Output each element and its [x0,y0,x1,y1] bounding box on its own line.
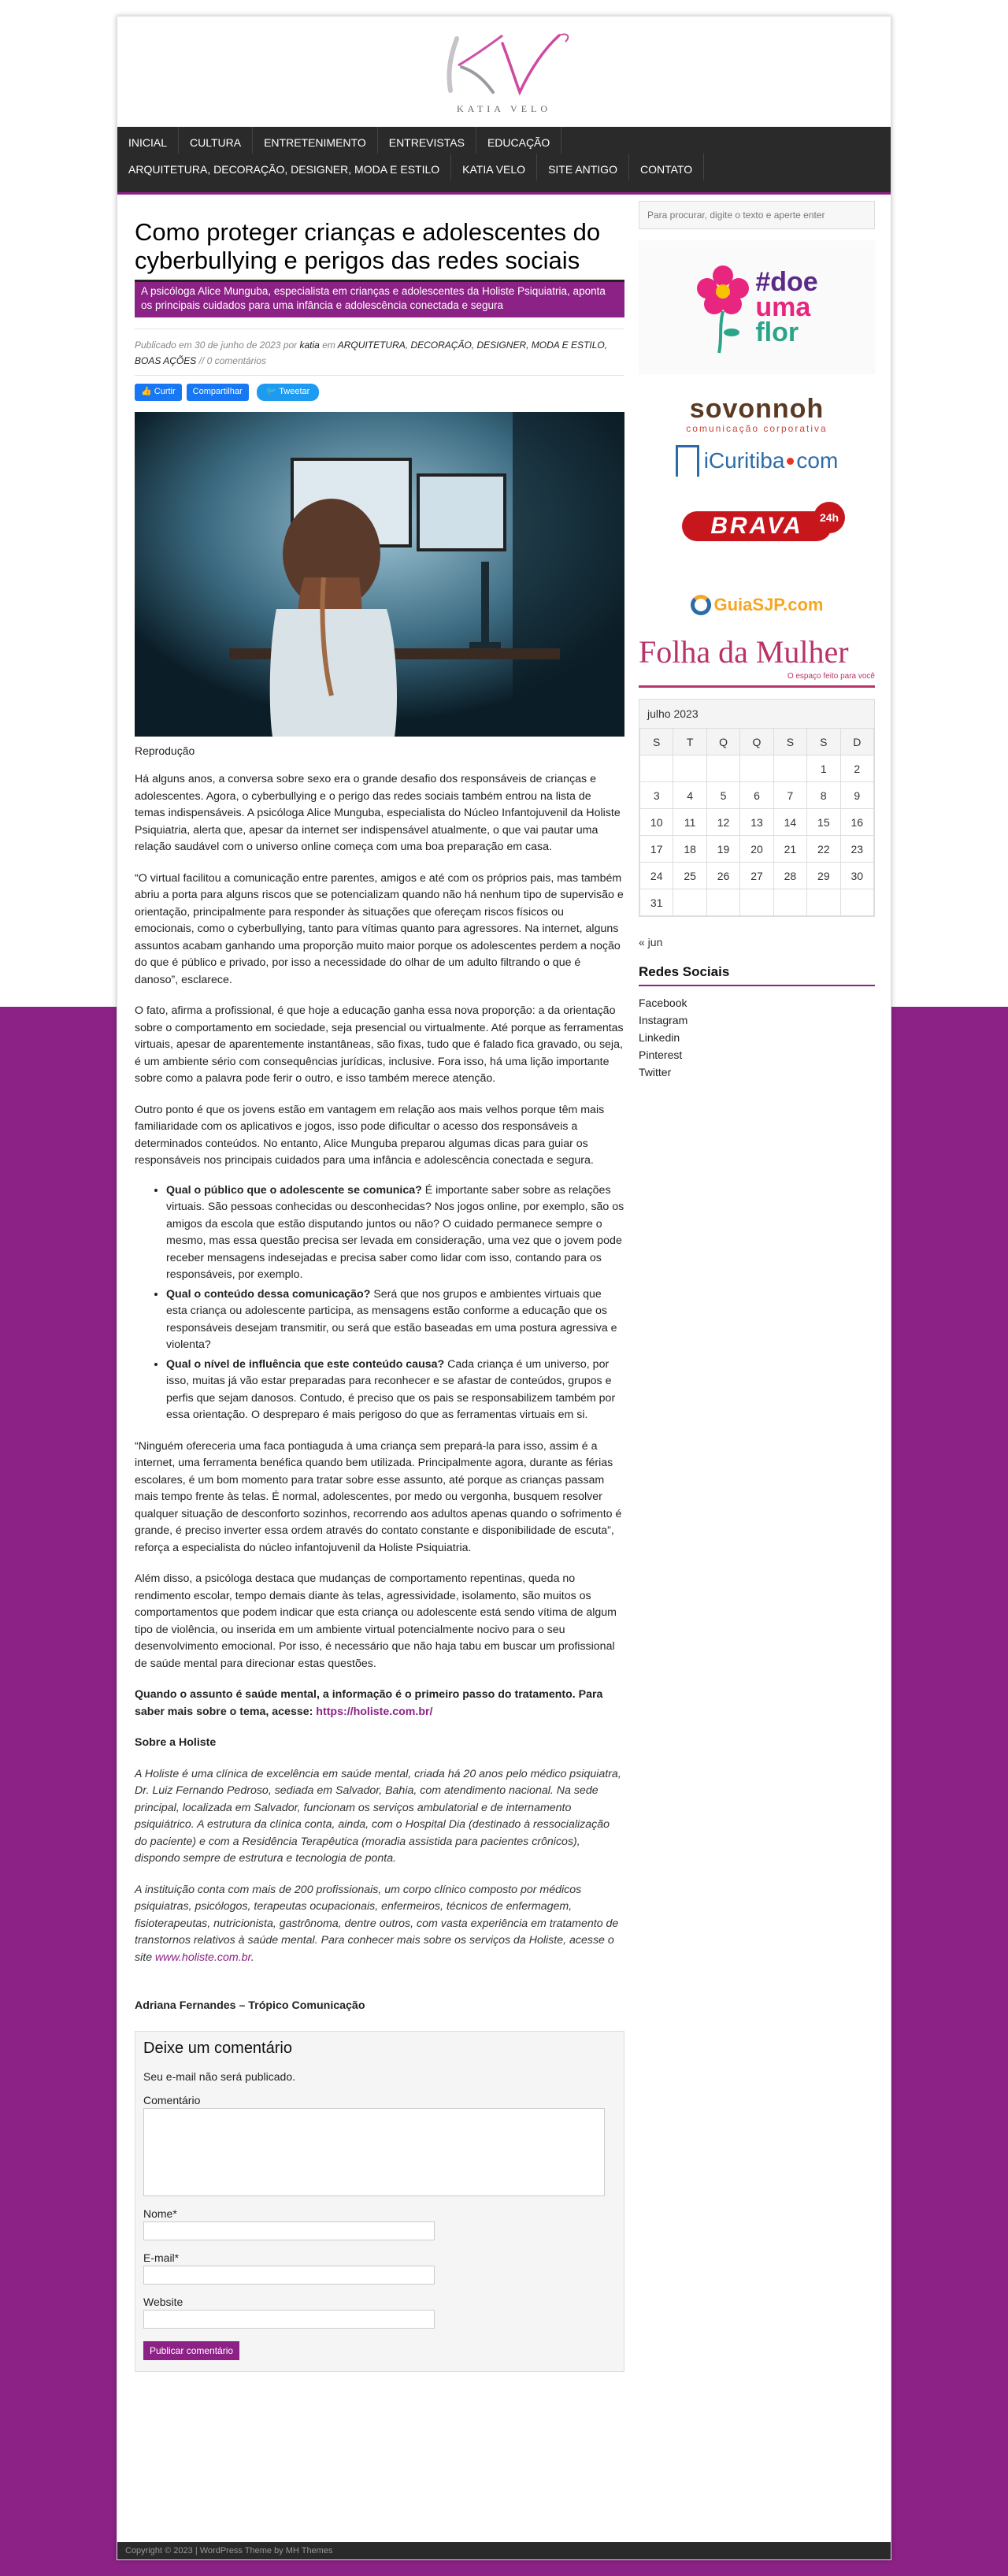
comment-textarea[interactable] [143,2108,605,2196]
submit-comment-button[interactable]: Publicar comentário [143,2341,239,2360]
calendar-day-header: T [673,729,706,755]
comment-form [135,2031,624,2372]
dot-icon [787,458,794,465]
calendar-week [640,836,874,863]
cta-text: Quando o assunto é saúde mental, a informação é o primeiro passo do tratamento. Para saber mais sobre o tema, acesse: [135,1688,603,1718]
calendar-day: 7 [773,782,806,809]
calendar-day: 5 [706,782,739,809]
paragraph: O fato, afirma a profissional, é que hoje a educação ganha essa nova proporção: a da orientação sobre o comportamento em sociedade, seja presencial ou virtualmente. Até porque as ferramentas virtuais, apesar de aparentemente instantâneas, são fixas, tudo que é falado fica gravado, ou seja, é um ambiente sério com consequências jurídicas, inclusive. Fora isso, há uma lição importante sobre como a palavra pode ferir o outro, e isso também merece atenção. [135,1004,624,1085]
guiasjp-logo: GuiaSJP.com [713,595,824,614]
holiste-site-link[interactable]: www.holiste.com.br [155,1951,251,1964]
list-item [166,1182,624,1284]
site-logo[interactable] [117,17,891,127]
about-text: A instituição conta com mais de 200 profissionais, um corpo clínico composto por médicos psiquiatras, psicólogos, terapeutas ocupacionais, enfermeiros, técnicos de enfermagem, fisioterapeutas, nutricionista, gastrônoma, dentre outros, com vasta experiência em tratamento de transtornos relativos à saúde mental. Para conhecer mais sobre os serviços da Holiste, acesse o site [135,1883,619,1964]
calendar-day: 3 [640,782,673,809]
share-buttons [135,384,624,401]
calendar-day: 1 [807,755,840,782]
flower-icon [695,260,750,354]
website-field[interactable] [143,2310,435,2329]
calendar-day: 13 [740,809,773,836]
name-label: Nome* [143,2207,177,2220]
calendar-day: 21 [773,836,806,863]
calendar-day: 8 [807,782,840,809]
calendar-day-header: S [773,729,806,755]
footer: Copyright © 2023 | WordPress Theme by MH Themes [117,2542,891,2559]
calendar-day [740,889,773,916]
tips-list [166,1182,624,1424]
ad-icuritiba[interactable] [639,439,875,483]
calendar-day: 4 [673,782,706,809]
calendar-day: 23 [840,836,873,863]
calendar-day: 29 [807,863,840,889]
calendar-day: 11 [673,809,706,836]
calendar-day [640,755,673,782]
website-label: Website [143,2295,183,2308]
calendar-day: 20 [740,836,773,863]
tip-answer: É importante saber sobre as relações virtuais. São pessoas conhecidas ou desconhecidas? Nos jogos online, por exemplo, são os amigos da escola que estão disputando juntos ou não? O cuidado permanece sempre o mesmo, mas essa questão precisa ser levada em consideração, uma vez que o jovem pode receber mensagens indesejadas e precisa saber como lidar com isso, contando para os responsáveis, por exemplo. [166,1183,624,1281]
article-body [135,771,624,2015]
ad-sovonnoh[interactable] [639,390,875,439]
uma-text: uma [755,292,811,322]
doe-text: #doe [755,267,818,297]
social-link[interactable]: Facebook [639,997,687,1009]
icuritiba-com: com [796,448,839,473]
article [135,218,624,2372]
main-nav [117,127,891,195]
calendar-day: 14 [773,809,806,836]
email-label: E-mail* [143,2251,180,2264]
nav-item[interactable]: ENTRETENIMENTO [253,127,378,154]
tweet-button[interactable] [257,384,320,401]
photo-caption: Reprodução [135,744,195,757]
social-link[interactable]: Pinterest [639,1049,683,1061]
ad-guiasjp[interactable] [639,577,875,633]
calendar-day-header: S [640,729,673,755]
comment-title: Deixe um comentário [143,2039,292,2057]
calendar-day: 25 [673,863,706,889]
calendar-prev-link[interactable]: « jun [639,936,663,948]
ad-doe-uma-flor[interactable] [639,240,875,374]
calendar-day [706,889,739,916]
facebook-like-button[interactable]: 👍 Curtir [135,384,182,401]
calendar-day: 30 [840,863,873,889]
calendar-day-header: D [840,729,873,755]
about-text: A Holiste é uma clínica de excelência em saúde mental, criada há 20 anos pelo médico psiquiatra, Dr. Luiz Fernando Pedroso, sediada em Salvador, Bahia, com atendimento nacional. Na sede principal, localizada em Salvador, funcionam os serviços ambulatorial e de internamento psiquiátrico. A estrutura da clínica conta, ainda, com o Hospital Dia (destinado à ressocialização do paciente) e com a Residência Terapêutica (moradia assistida para pacientes crônicos), dispondo sempre de estrutura e tecnologia de ponta. [135,1767,621,1865]
calendar-title: julho 2023 [647,707,699,720]
ad-brava[interactable] [639,491,875,562]
paragraph: Além disso, a psicóloga destaca que mudanças de comportamento repentinas, queda no rendimento escolar, tempo demais diante às telas, agressividade, isolamento, são muitos os comportamentos que podem indicar que esta criança ou adolescente está sendo vítima de algum tipo de violência, ou inserida em um ambiente virtual potencialmente nocivo para o seu desenvolvimento emocional. Por isso, é necessário que não haja tabu em buscar um profissional de saúde mental para direcionar estas questões. [135,1572,617,1670]
meta-published: Publicado em 30 de junho de 2023 por [135,340,298,351]
article-meta [135,328,624,376]
calendar-day: 31 [640,889,673,916]
brava-logo: BRAVA [682,511,831,541]
tip-question: Qual o conteúdo dessa comunicação? [166,1287,371,1301]
calendar-day: 9 [840,782,873,809]
logo-text: KATIA VELO [456,103,552,114]
calendar-day: 16 [840,809,873,836]
nav-item[interactable]: CULTURA [179,127,253,154]
calendar-day: 26 [706,863,739,889]
calendar-day: 15 [807,809,840,836]
calendar-day [706,755,739,782]
calendar-week [640,755,874,782]
calendar-day: 28 [773,863,806,889]
sovonnoh-subtitle: comunicação corporativa [686,423,828,434]
calendar-day [807,889,840,916]
calendar-day [840,889,873,916]
like-label: Curtir [154,387,176,396]
calendar-day [673,889,706,916]
folha-logo: Folha da Mulher [639,634,849,670]
folha-subtitle: O espaço feito para você [787,672,875,681]
signature: Adriana Fernandes – Trópico Comunicação [135,1999,365,2012]
calendar-day-header: S [807,729,840,755]
calendar-day [673,755,706,782]
calendar-day [773,755,806,782]
nav-item[interactable]: ENTREVISTAS [378,127,476,154]
calendar-day: 27 [740,863,773,889]
paragraph: “Ninguém ofereceria uma faca pontiaguda à uma criança sem prepará-la para isso, assim é a internet, uma ferramenta benéfica quando bem utilizada. Principalmente agora, durante as férias escolares, é um bom momento para tratar sobre esse assunto, até porque as crianças passam mais tempo frente às telas. É normal, adolescentes, por medo ou vergonha, busquem resolver qualquer situação de desconforto sozinhos, recorrendo aos adultos apenas quando o sofrimento é grande, é preciso inverter essa ordem através do contato constante e disponibilidade de escuta”, reforça a especialista do núcleo infantojuvenil da Holiste Psiquiatria. [135,1439,622,1554]
nav-item[interactable]: KATIA VELO [451,154,537,180]
calendar-day: 6 [740,782,773,809]
calendar-day [773,889,806,916]
icuritiba-logo: iCuritiba [703,448,785,473]
calendar-week [640,889,874,916]
social-widget [639,964,875,1081]
meta-categories[interactable]: ARQUITETURA, DECORAÇÃO, DESIGNER, MODA E ESTILO, BOAS AÇÕES [135,340,608,366]
tip-answer: Cada criança é um universo, por isso, muitas já vão estar preparadas para reconhecer e se afastar de conteúdos, grupos e perfis que sejam danosos. Contudo, é preciso que os pais se responsabilizem também por essa orientação. O despreparo é mais perigoso do que as ferramentas virtuais em si. [166,1357,616,1421]
article-lead: A psicóloga Alice Munguba, especialista em crianças e adolescentes da Holiste Psiquiatria, aponta os principais cuidados para uma infância e adolescência conectada e segura [135,280,624,317]
calendar-day-header: Q [706,729,739,755]
paragraph: A instituição conta com mais de 200 profissionais, um corpo clínico composto por médicos psiquiatras, psicólogos, terapeutas ocupacionais, enfermeiros, técnicos de enfermagem, fisioterapeutas, nutricionista, gastrônoma, dentre outros, com vasta experiência em tratamento de transtornos relativos à saúde mental. Para conhecer mais sobre os serviços da Holiste, acesse o site www.holiste.com.br. [135,1883,619,1964]
tweet-label: Tweetar [279,387,310,396]
social-link[interactable]: Instagram [639,1014,688,1026]
nav-item[interactable]: SITE ANTIGO [537,154,629,180]
paragraph: Há alguns anos, a conversa sobre sexo era o grande desafio dos responsáveis de crianças e adolescentes. Agora, o cyberbullying e o perigo das redes sociais também entrou na lista de temas indispensáveis. A psicóloga Alice Munguba, especialista do Núcleo Infantojuvenil da Holiste Psiquiatria, alerta que, apesar da internet ser indispensável atualmente, o que vai pautar uma relação saudável com o universo online começa com uma boa preparação em casa. [135,773,621,853]
calendar-week [640,809,874,836]
nav-item[interactable]: INICIAL [117,127,179,154]
meta-comments[interactable]: // 0 comentários [198,355,266,366]
calendar-day: 18 [673,836,706,863]
calendar-day-header: Q [740,729,773,755]
nav-item[interactable]: CONTATO [629,154,704,180]
calendar-week [640,782,874,809]
paragraph: Outro ponto é que os jovens estão em vantagem em relação aos mais velhos porque têm mais familiaridade com os aplicativos e jogos, isso pode dificultar o acesso dos responsáveis a determinados conteúdos. No entanto, Alice Munguba preparou algumas dicas para guiar os responsáveis nos principais cuidados para uma infância e adolescência conectada e segura. [135,1103,605,1167]
sovonnoh-logo: sovonnoh [689,394,825,424]
name-field[interactable] [143,2222,435,2240]
search-input[interactable]: Para procurar, digite o texto e aperte enter [639,201,875,229]
list-item [166,1286,624,1354]
social-link[interactable]: Twitter [639,1066,672,1078]
calendar-table [639,728,874,916]
calendar-week [640,863,874,889]
calendar-widget [639,699,875,917]
meta-in: em [322,340,335,351]
social-link[interactable]: Linkedin [639,1031,680,1044]
social-title: Redes Sociais [639,964,875,986]
guiasjp-icon [691,595,711,615]
about-title: Sobre a Holiste [135,1736,217,1749]
ad-folha-da-mulher[interactable] [639,633,875,688]
brava-24h-badge: 24h [813,502,845,533]
email-field[interactable] [143,2266,435,2285]
page-container [117,16,891,2560]
article-title: Como proteger crianças e adolescentes do cyberbullying e perigos das redes sociais [135,218,601,274]
paragraph [135,1766,624,1868]
tip-answer: Será que nos grupos e ambientes virtuais que esta criança ou adolescente participa, as mensagens estão conforme a educação que os responsáveis desejam transmitir, ou será que estão baseadas em uma postura agressiva e violenta? [166,1287,617,1351]
tip-question: Qual o nível de influência que este conteúdo causa? [166,1357,445,1371]
paragraph: “O virtual facilitou a comunicação entre parentes, amigos e até com os próprios pais, mas também abriu a porta para alguns riscos que se potencializam quando não há nenhum tipo de supervisão e orientação, principalmente para responder às situações que ofereçam riscos físicos ou emocionais, como o cyberbullying, tanto para vítimas quanto para agressores. Na internet, alguns assuntos acabam ganhando uma proporção muito maior porque os adolescentes perdem a noção do que é público e privado, por isso a necessidade do olhar de um adulto filtrando o que é danoso”, esclarece. [135,871,624,986]
sidebar [639,201,875,1081]
girl-at-computer-image [135,412,624,737]
flor-text: flor [755,317,799,347]
house-icon [676,445,699,477]
calendar-day: 24 [640,863,673,889]
holiste-link[interactable]: https://holiste.com.br/ [316,1705,433,1718]
twitter-icon: 🐦 [265,387,277,396]
facebook-share-button[interactable]: Compartilhar [187,384,249,401]
calendar-day: 2 [840,755,873,782]
paragraph [135,1687,624,1720]
kv-logo-icon [427,24,581,103]
nav-item[interactable]: EDUCAÇÃO [476,127,561,154]
article-photo [135,412,624,737]
calendar-day: 12 [706,809,739,836]
meta-author[interactable]: katia [299,340,320,351]
calendar-day: 19 [706,836,739,863]
comment-note: Seu e-mail não será publicado. [143,2069,296,2083]
tip-question: Qual o público que o adolescente se comunica? [166,1183,422,1197]
calendar-day: 22 [807,836,840,863]
nav-item[interactable]: ARQUITETURA, DECORAÇÃO, DESIGNER, MODA E ESTILO [117,154,451,180]
calendar-day: 10 [640,809,673,836]
list-item [166,1357,624,1424]
calendar-day: 17 [640,836,673,863]
calendar-day [740,755,773,782]
comment-label: Comentário [143,2093,201,2106]
